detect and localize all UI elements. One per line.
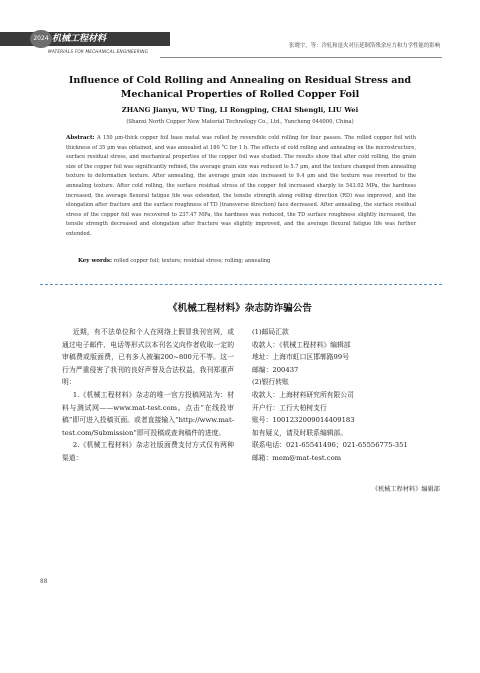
article-authors: ZHANG Jianyu, WU Ting, LI Rongping, CHAI Shengli, LIU Wei (121, 106, 359, 114)
page-number: 88 (40, 579, 48, 585)
contact-email: 邮箱：mem@mat-test.com (252, 453, 342, 462)
notice-paragraph: 近期，有不法单位和个人在网络上假冒我刊官网，或通过电子邮件、电话等形式以本刊名义向作者收取一定的审稿费或版面费，已有多人被骗200~800元不等。这一行为严重侵害了我刊的良好声誉及合法权益，我刊郑重声明： (62, 328, 234, 387)
payment-line: 如有疑义，请及时联系编辑部。 (252, 428, 348, 437)
notice-paragraph: 2.《机械工程材料》杂志社版面费支付方式仅有两种渠道： (62, 441, 234, 462)
notice-title: 《机械工程材料》杂志防诈骗公告 (168, 303, 312, 314)
article-title (40, 74, 440, 102)
payment-line: 收款人：《机械工程材料》编辑部 (252, 340, 351, 349)
header-rule (160, 57, 442, 58)
article-title-line-1: Influence of Cold Rolling and Annealing on Residual Stress and (68, 75, 412, 86)
keywords (78, 258, 418, 264)
payment-line: (2)银行转账 (252, 378, 289, 387)
notice-right-column (252, 326, 442, 465)
abstract-text: A 150 μm-thick copper foil base metal was rolled by reversible cold rolling for four passes. The rolled copper foil with thickness of 35 μm was obtained, and was annealed at 180 °C for 1 h. The effects of cold rolling and annealing on the microstructure, surface residual stress, and mechanical properties of the copper foil was studied. The results show that after cold rolling, the grain size of the copper foil was significantly refined, the average grain size was reduced to 5.7 μm, and the texture changed from annealing texture to deformation texture. After annealing, the average grain size increased to 9.4 μm and the texture was reverted to the annealing texture. After cold rolling, the surface residual stress of the copper foil increased sharply to 543.02 MPa, the hardness increased, the average flexural fatigue life was extended, the tensile strength along rolling direction (RD) was improved, and the elongation after fracture and the surface roughness of TD (transverse direction) face decreased. After annealing, the surface residual stress of the copper foil was recovered to 237.47 MPa, the hardness was reduced, the TD surface roughness slightly increased, the tensile strength decreased and elongation after fracture was slightly improved, and the average flexural fatigue life was further extended. (66, 135, 416, 237)
journal-name-en: MATERIALS FOR MECHANICAL ENGINEERING (48, 49, 149, 54)
section-divider (40, 284, 442, 285)
payment-line: 收款人：上海材料研究所有限公司 (252, 390, 354, 399)
payment-line: 账号：1001232009014409183 (252, 416, 355, 425)
contact-phone: 联系电话：021-65541496；021-65556775-351 (252, 441, 408, 450)
notice-signature: 《机械工程材料》编辑部 (371, 486, 440, 493)
payment-line: 开户行：工行大柏树支行 (252, 403, 327, 412)
article-affiliation: (Shanxi North Copper New Material Technology Co., Ltd., Yuncheng 044000, China) (126, 119, 354, 125)
article-title-line-2: Mechanical Properties of Rolled Copper Foil (120, 89, 360, 100)
notice-paragraph: 1.《机械工程材料》杂志的唯一官方投稿网站为：材料与测试网——www.mat-test.com。点击“在线投审稿”即可进入投稿页面。或者直接输入“http://www.mat-test.com/Submission”即可投稿或查询稿件的进度。 (62, 390, 234, 437)
notice-left-column (62, 326, 234, 465)
keywords-label: Key words: (78, 258, 113, 264)
running-title: 张晓宇，等：冷轧和退火对压延铜箔残余应力和力学性能的影响 (289, 43, 440, 49)
year-badge: 2024 (30, 30, 52, 48)
page-header (0, 0, 480, 62)
payment-line: 地址：上海市虹口区邯郸路99号 (252, 353, 350, 362)
payment-line: 邮编：200437 (252, 365, 299, 374)
abstract (66, 134, 416, 240)
journal-name-cn: 机械工程材料 (52, 34, 107, 44)
payment-line: (1)邮局汇款 (252, 328, 289, 336)
abstract-label: Abstract: (66, 135, 95, 141)
keywords-text: rolled copper foil; texture; residual stress; rolling; annealing (113, 258, 271, 264)
